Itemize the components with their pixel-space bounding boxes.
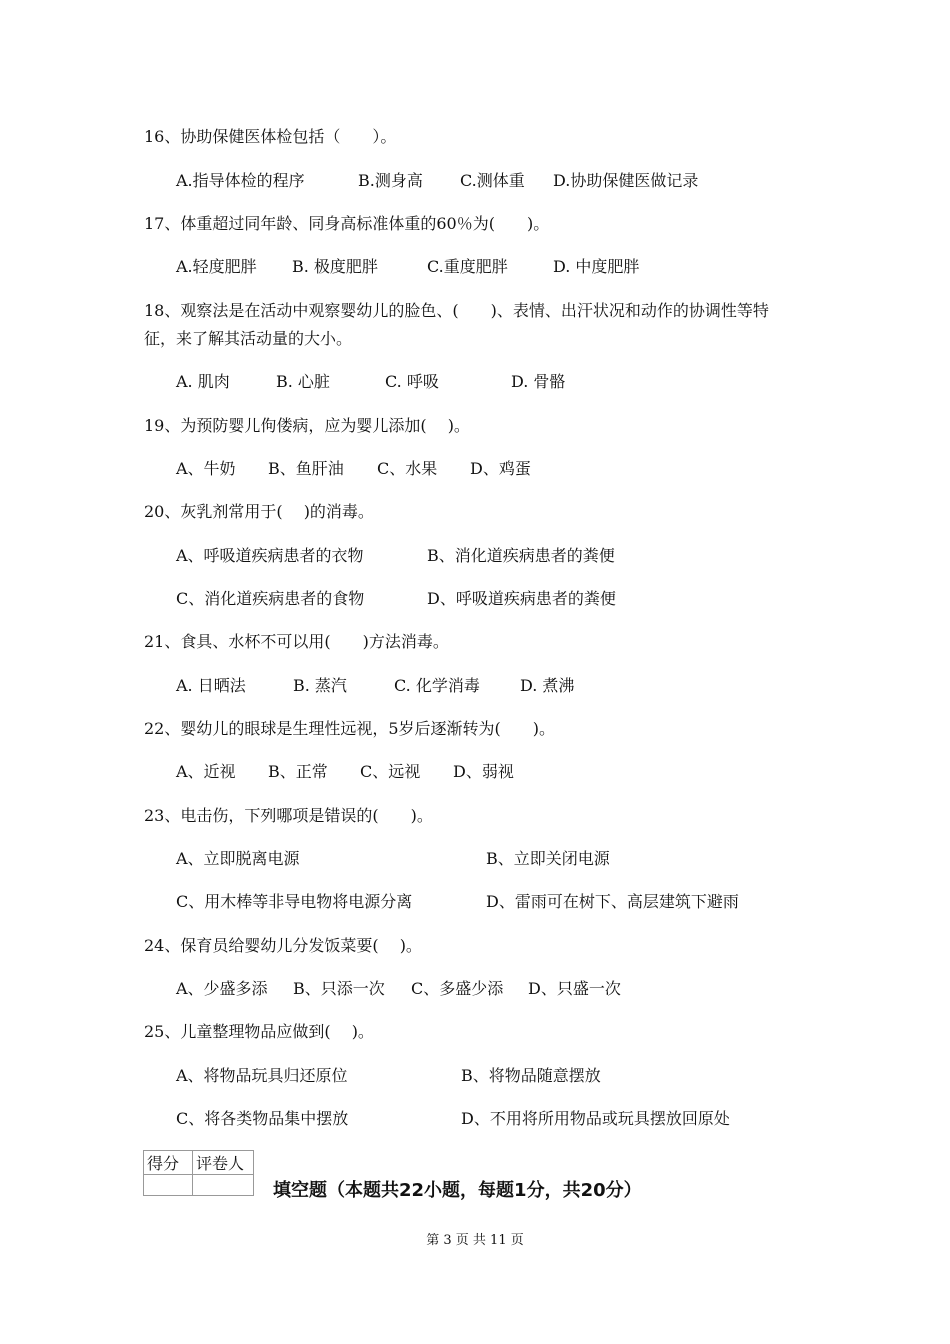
question-18-option-c: C. 呼吸 (385, 372, 439, 391)
question-19-option-d: D、鸡蛋 (470, 459, 531, 478)
question-25-option-a: A、将物品玩具归还原位 (176, 1066, 348, 1085)
score-table (143, 1150, 254, 1196)
question-16-option-d: D.协助保健医做记录 (553, 171, 699, 190)
question-25-option-b: B、将物品随意摆放 (461, 1066, 601, 1085)
question-16-stem: 16、协助保健医体检包括（ ）。 (144, 127, 397, 146)
question-25-stem: 25、儿童整理物品应做到( )。 (144, 1022, 374, 1041)
question-18-option-d: D. 骨骼 (511, 372, 566, 391)
question-23-option-b: B、立即关闭电源 (486, 849, 610, 868)
score-header: 得分 (144, 1151, 193, 1175)
question-21-option-c: C. 化学消毒 (394, 676, 480, 695)
question-17-option-d: D. 中度肥胖 (553, 257, 640, 276)
page-footer: 第 3 页 共 11 页 (426, 1233, 524, 1248)
question-17-option-b: B. 极度肥胖 (292, 257, 378, 276)
question-23-stem: 23、电击伤，下列哪项是错误的( )。 (144, 806, 433, 825)
question-22-option-d: D、弱视 (453, 762, 514, 781)
question-24-option-b: B、只添一次 (293, 979, 385, 998)
question-22-option-b: B、正常 (268, 762, 328, 781)
question-24-option-a: A、少盛多添 (176, 979, 268, 998)
question-22-option-a: A、近视 (176, 762, 236, 781)
question-22-stem: 22、婴幼儿的眼球是生理性远视，5岁后逐渐转为( )。 (144, 719, 556, 738)
question-23-option-d: D、雷雨可在树下、高层建筑下避雨 (486, 892, 739, 911)
question-22-option-c: C、远视 (360, 762, 421, 781)
question-17-option-a: A.轻度肥胖 (176, 257, 257, 276)
section-title: 填空题（本题共22小题，每题1分，共20分） (273, 1180, 642, 1201)
question-16-option-c: C.测体重 (460, 171, 525, 190)
question-19-option-a: A、牛奶 (176, 459, 236, 478)
grader-cell (193, 1175, 254, 1196)
question-18-option-b: B. 心脏 (276, 372, 330, 391)
question-20-option-d: D、呼吸道疾病患者的粪便 (427, 589, 616, 608)
question-19-stem: 19、为预防婴儿佝偻病，应为婴儿添加( )。 (144, 416, 470, 435)
question-18-stem-continued: 征，来了解其活动量的大小。 (144, 329, 353, 348)
question-21-option-b: B. 蒸汽 (293, 676, 347, 695)
question-19-option-c: C、水果 (377, 459, 438, 478)
question-25-option-c: C、将各类物品集中摆放 (176, 1109, 349, 1128)
question-17-stem: 17、体重超过同年龄、同身高标准体重的60％为( )。 (144, 214, 550, 233)
question-20-stem: 20、灰乳剂常用于( )的消毒。 (144, 502, 374, 521)
question-21-option-d: D. 煮沸 (520, 676, 575, 695)
question-21-stem: 21、食具、水杯不可以用( )方法消毒。 (144, 632, 449, 651)
question-17-option-c: C.重度肥胖 (427, 257, 508, 276)
question-21-option-a: A. 日晒法 (176, 676, 246, 695)
question-16-option-b: B.测身高 (358, 171, 423, 190)
grader-header: 评卷人 (193, 1151, 254, 1175)
question-23-option-c: C、用木棒等非导电物将电源分离 (176, 892, 413, 911)
question-25-option-d: D、不用将所用物品或玩具摆放回原处 (461, 1109, 730, 1128)
question-18-option-a: A. 肌肉 (176, 372, 230, 391)
score-cell (144, 1175, 193, 1196)
question-20-option-c: C、消化道疾病患者的食物 (176, 589, 365, 608)
question-24-stem: 24、保育员给婴幼儿分发饭菜要( )。 (144, 936, 422, 955)
question-16-option-a: A.指导体检的程序 (176, 171, 305, 190)
question-20-option-a: A、呼吸道疾病患者的衣物 (176, 546, 364, 565)
question-24-option-d: D、只盛一次 (528, 979, 621, 998)
question-18-stem: 18、观察法是在活动中观察婴幼儿的脸色、( )、表情、出汗状况和动作的协调性等特 (144, 301, 769, 320)
question-23-option-a: A、立即脱离电源 (176, 849, 300, 868)
question-24-option-c: C、多盛少添 (411, 979, 504, 998)
question-20-option-b: B、消化道疾病患者的粪便 (427, 546, 615, 565)
question-19-option-b: B、鱼肝油 (268, 459, 344, 478)
